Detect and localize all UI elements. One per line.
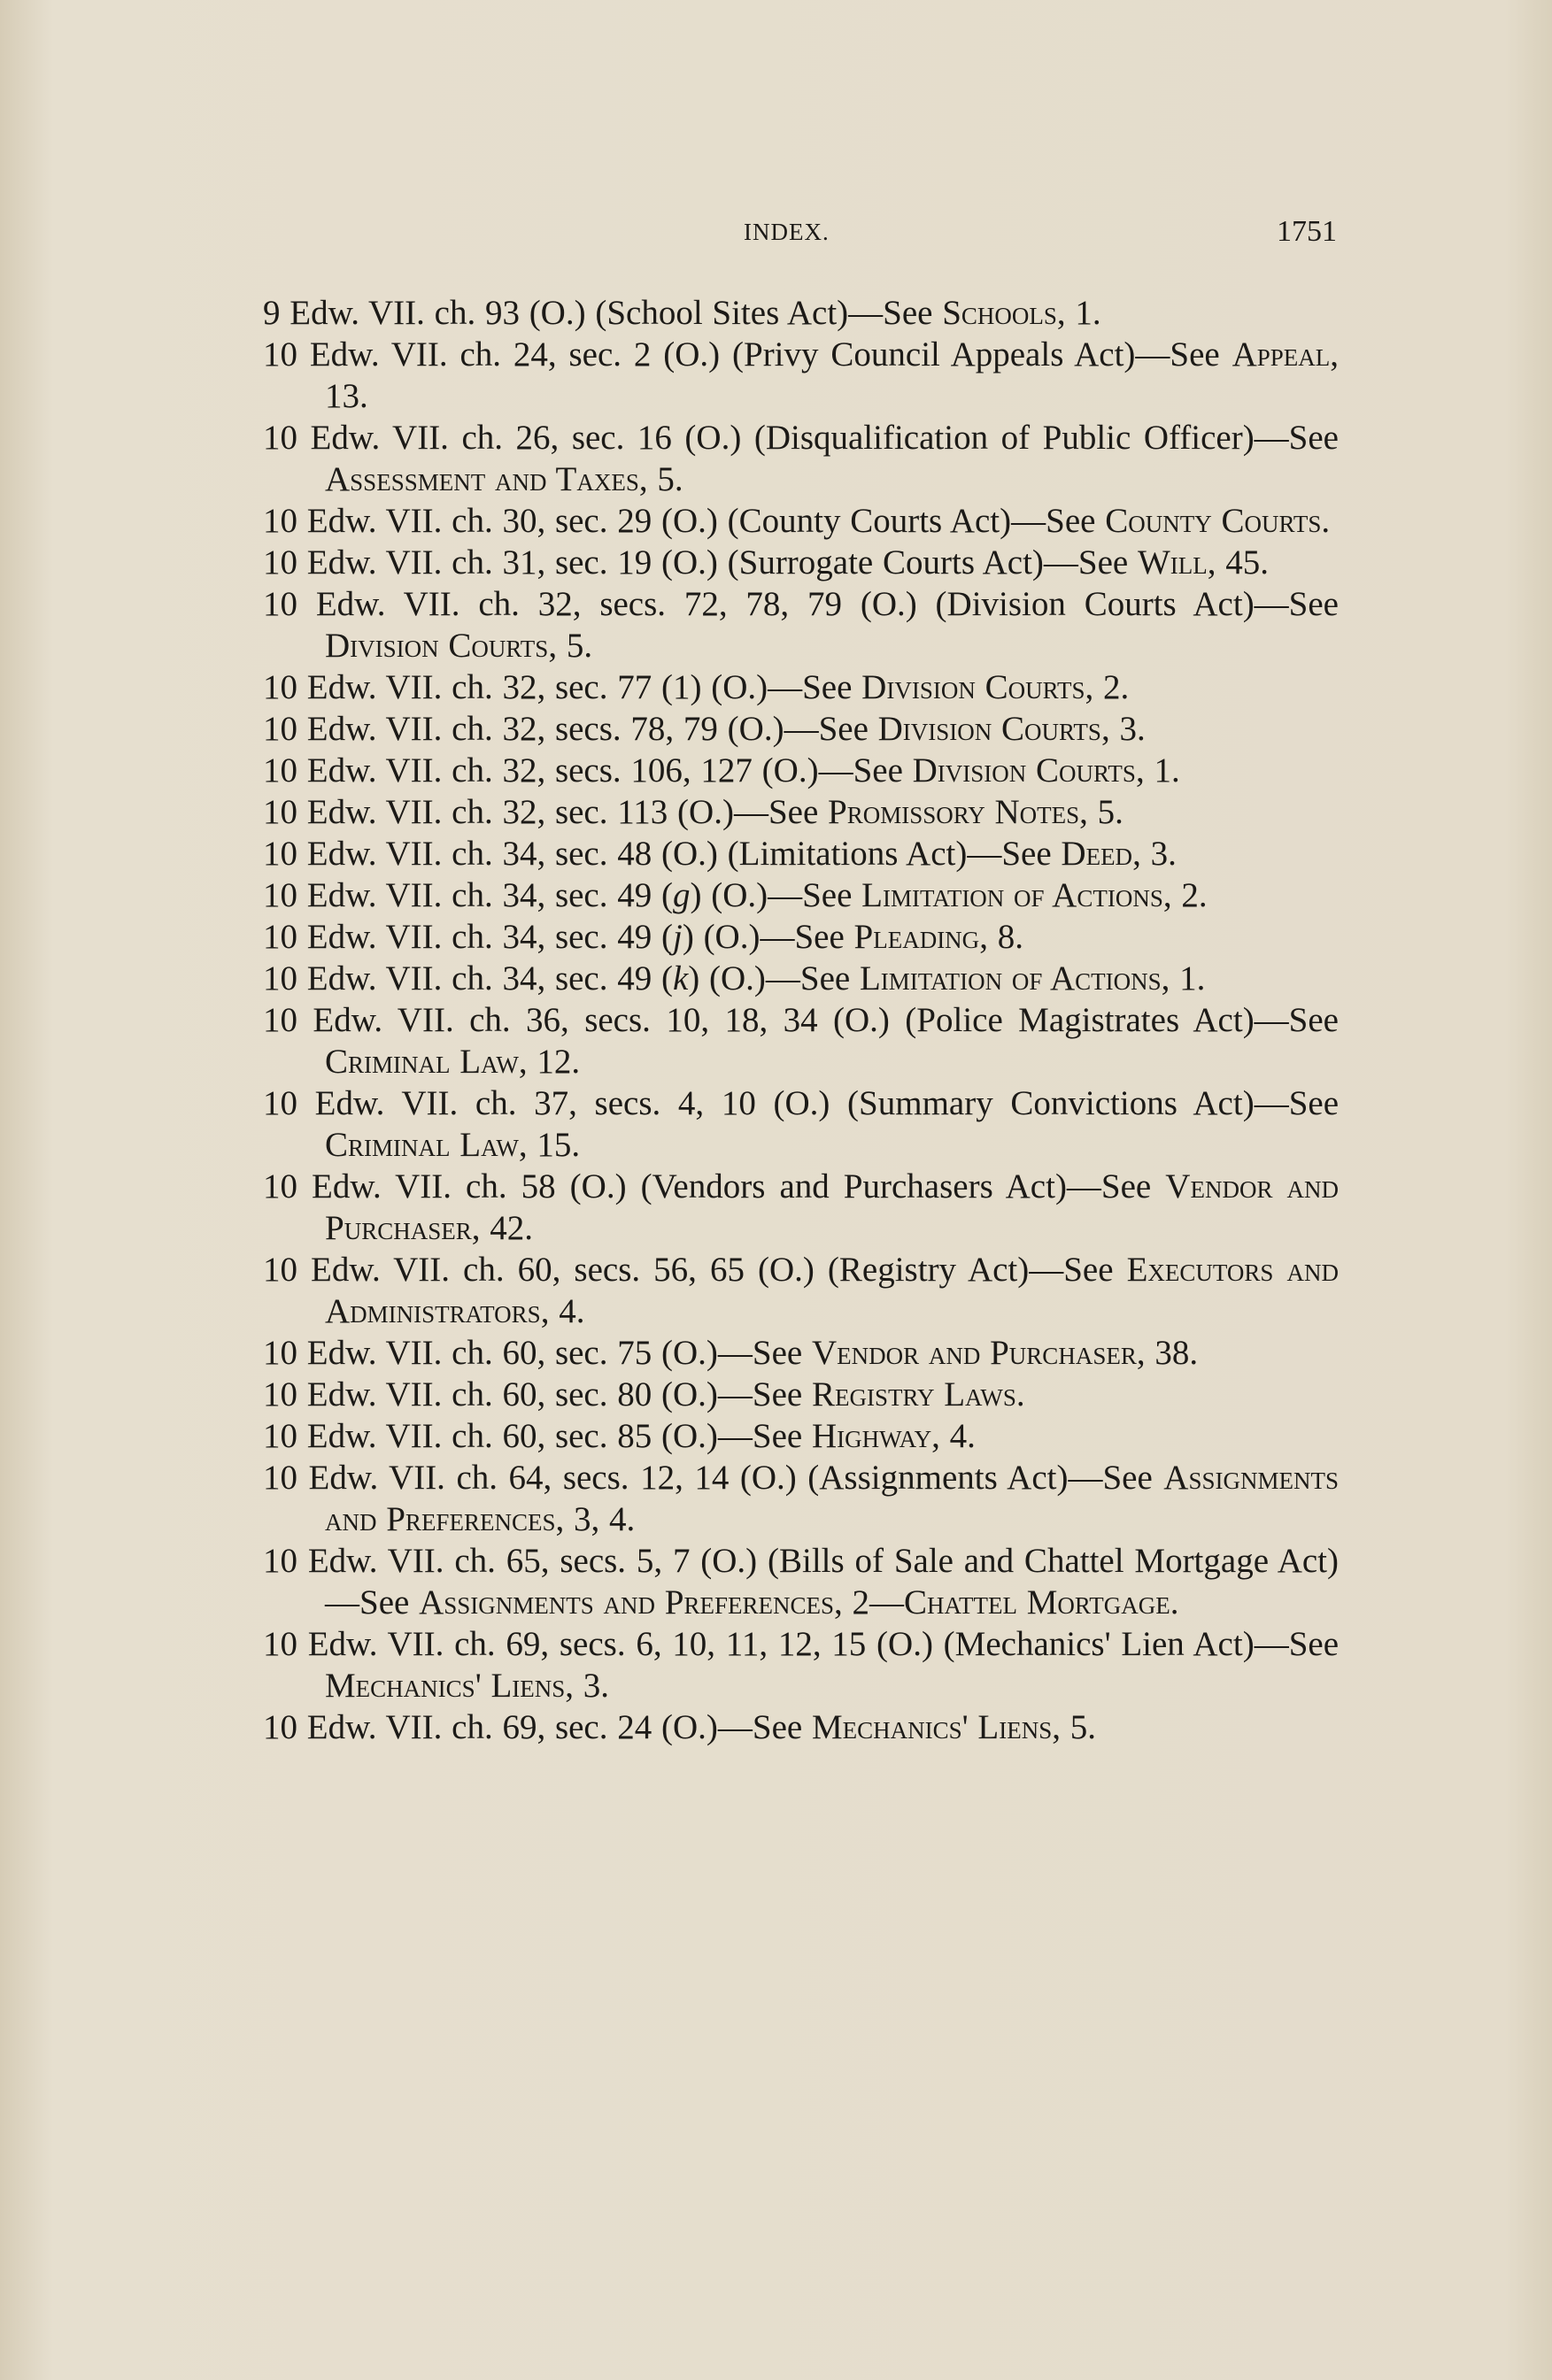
cross-reference: Schools <box>942 294 1057 332</box>
running-title: INDEX. <box>744 219 830 245</box>
cross-reference: Division Courts <box>861 668 1085 706</box>
index-entry: 10 Edw. VII. ch. 26, sec. 16 (O.) (Disqualification of Public Officer)—See Assessment and Taxes, 5. <box>263 419 1339 498</box>
index-entry: 10 Edw. VII. ch. 60, sec. 85 (O.)—See Highway, 4. <box>263 1417 976 1455</box>
index-entries <box>263 292 1339 1748</box>
cross-reference: Mechanics' Liens <box>325 1667 566 1705</box>
cross-reference: Assignments and Preferences <box>419 1583 834 1621</box>
cross-reference: Appeal <box>1232 335 1331 374</box>
cross-reference: Vendor and Purchaser <box>811 1334 1137 1372</box>
cross-reference: Assessment and Taxes <box>325 460 639 498</box>
cross-reference: Promissory Notes <box>828 793 1080 831</box>
index-entry: 10 Edw. VII. ch. 37, secs. 4, 10 (O.) (Summary Convictions Act)—See Criminal Law, 15. <box>263 1084 1339 1164</box>
cross-reference: Deed <box>1061 835 1133 873</box>
subsection-letter: j <box>672 918 683 956</box>
cross-reference: Executors and Administrators <box>325 1251 1339 1330</box>
index-entry: 10 Edw. VII. ch. 36, secs. 10, 18, 34 (O.) (Police Magistrates Act)—See Criminal Law, 12. <box>263 1001 1339 1081</box>
index-entry: 10 Edw. VII. ch. 32, secs. 106, 127 (O.)—See Division Courts, 1. <box>263 751 1180 789</box>
cross-reference: Limitation of Actions <box>861 876 1163 914</box>
cross-reference: Registry Laws <box>811 1375 1016 1413</box>
index-entry: 10 Edw. VII. ch. 31, sec. 19 (O.) (Surrogate Courts Act)—See Will, 45. <box>263 543 1270 582</box>
index-entry: 10 Edw. VII. ch. 32, sec. 77 (1) (O.)—See Division Courts, 2. <box>263 668 1130 706</box>
cross-reference: Vendor and Purchaser <box>325 1167 1339 1247</box>
cross-reference: Pleading <box>853 918 980 956</box>
cross-reference: Division Courts <box>325 627 549 665</box>
cross-reference: Division Courts <box>912 751 1136 789</box>
subsection-letter: k <box>672 959 689 997</box>
index-entry: 10 Edw. VII. ch. 58 (O.) (Vendors and Purchasers Act)—See Vendor and Purchaser, 42. <box>263 1167 1339 1247</box>
index-entry: 10 Edw. VII. ch. 60, sec. 75 (O.)—See Vendor and Purchaser, 38. <box>263 1334 1199 1372</box>
index-entry: 10 Edw. VII. ch. 34, sec. 48 (O.) (Limitations Act)—See Deed, 3. <box>263 835 1177 873</box>
index-entry: 10 Edw. VII. ch. 24, sec. 2 (O.) (Privy Council Appeals Act)—See Appeal, 13. <box>263 335 1339 415</box>
index-entry: 10 Edw. VII. ch. 32, secs. 72, 78, 79 (O.) (Division Courts Act)—See Division Courts, 5. <box>263 585 1339 665</box>
cross-reference: County Courts <box>1105 502 1322 540</box>
index-entry: 10 Edw. VII. ch. 34, sec. 49 (j) (O.)—See Pleading, 8. <box>263 918 1023 956</box>
cross-reference: Assignments and Preferences <box>325 1459 1339 1538</box>
cross-reference: Limitation of Actions <box>859 959 1162 997</box>
index-entry: 10 Edw. VII. ch. 65, secs. 5, 7 (O.) (Bills of Sale and Chattel Mortgage Act)—See Assignments and Preferences, 2—Chattel Mortgage. <box>263 1542 1339 1621</box>
cross-reference: Chattel Mortgage <box>903 1583 1170 1621</box>
index-entry: 10 Edw. VII. ch. 64, secs. 12, 14 (O.) (Assignments Act)—See Assignments and Preferences, 3, 4. <box>263 1459 1339 1538</box>
page-header <box>266 215 1337 259</box>
index-entry: 10 Edw. VII. ch. 32, sec. 113 (O.)—See Promissory Notes, 5. <box>263 793 1123 831</box>
cross-reference: Criminal Law <box>325 1043 519 1081</box>
index-entry: 10 Edw. VII. ch. 34, sec. 49 (g) (O.)—See Limitation of Actions, 2. <box>263 876 1208 914</box>
index-entry: 10 Edw. VII. ch. 32, secs. 78, 79 (O.)—See Division Courts, 3. <box>263 710 1146 748</box>
cross-reference: Division Courts <box>877 710 1101 748</box>
cross-reference: Will <box>1137 543 1208 582</box>
index-entry: 10 Edw. VII. ch. 69, sec. 24 (O.)—See Mechanics' Liens, 5. <box>263 1708 1096 1746</box>
cross-reference: Criminal Law <box>325 1126 519 1164</box>
index-entry: 10 Edw. VII. ch. 69, secs. 6, 10, 11, 12, 15 (O.) (Mechanics' Lien Act)—See Mechanics' Liens, 3. <box>263 1625 1339 1705</box>
index-entry: 10 Edw. VII. ch. 30, sec. 29 (O.) (County Courts Act)—See County Courts. <box>263 502 1331 540</box>
index-entry: 10 Edw. VII. ch. 34, sec. 49 (k) (O.)—See Limitation of Actions, 1. <box>263 959 1206 997</box>
index-entry: 10 Edw. VII. ch. 60, secs. 56, 65 (O.) (Registry Act)—See Executors and Administrators, 4. <box>263 1251 1339 1330</box>
index-entry: 10 Edw. VII. ch. 60, sec. 80 (O.)—See Registry Laws. <box>263 1375 1025 1413</box>
cross-reference: Highway <box>811 1417 932 1455</box>
cross-reference: Mechanics' Liens <box>811 1708 1053 1746</box>
subsection-letter: g <box>672 876 691 914</box>
index-entry: 9 Edw. VII. ch. 93 (O.) (School Sites Act)—See Schools, 1. <box>263 294 1101 332</box>
page-number: 1751 <box>1277 215 1337 248</box>
